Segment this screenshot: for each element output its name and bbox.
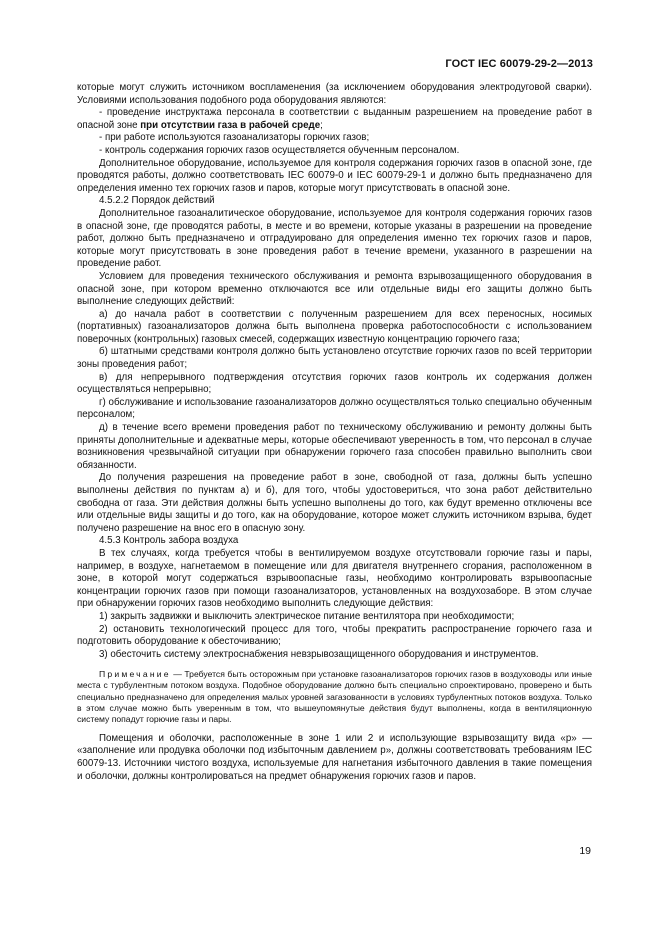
list-item: г) обслуживание и использование газоанализаторов должно осуществляться только специально обученным персоналом;: [77, 396, 592, 421]
page-number: 19: [579, 845, 591, 857]
list-item: б) штатными средствами контроля должно быть установлено отсутствие горючих газов по всей территории зоны проведения работ;: [77, 346, 592, 371]
list-item-text: - проведение инструктажа персонала в соответствии с выданным разрешением на проведение работ в опасной зоне: [77, 107, 592, 131]
list-item: - при работе используются газоанализаторы горючих газов;: [99, 132, 370, 144]
section-heading: 4.5.3 Контроль забора воздуха: [99, 535, 239, 547]
paragraph: До получения разрешения на проведение работ в зоне, свободной от газа, должны быть успешно выполнены действия по пунктам а) и б), для того, чтобы удостовериться, что зона работ действительно свободна от газа. Эти действия должны быть успешно выполнены до того, как будут временно отключены все или отдельные виды защиты и до того, как на оборудование, которое может служить источником взрыва, будет получено разрешение на внос его в опасную зону.: [77, 472, 592, 534]
list-item: д) в течение всего времени проведения работ по техническому обслуживанию и ремонту должны быть приняты дополнительные и адекватные меры, которые обеспечивают уверенность в том, что персонал в случае возникновения чрезвычайной ситуации при обнаружении горючего газа способен правильно выполнить свои обязанности.: [77, 422, 592, 471]
note-label: Примечание: [99, 669, 171, 680]
section-heading: 4.5.2.2 Порядок действий: [99, 195, 215, 207]
list-item: 3) обесточить систему электроснабжения невзрывозащищенного оборудования и инструментов.: [99, 648, 539, 660]
paragraph: Условием для проведения технического обслуживания и ремонта взрывозащищенного оборудования в опасной зоне, при котором временно отключаются все или отдельные виды его защиты должно быть выполнение следующих действий:: [77, 270, 592, 308]
paragraph: В тех случаях, когда требуется чтобы в вентилируемом воздухе отсутствовали горючие газы и пары, например, в воздухе, нагнетаемом в помещение или для двигателя внутреннего сгорания, расположенном в зоне, в которой могут содержаться взрывоопасные газы, необходимо контролировать взрывоопасные концентрации горючих газов при помощи газоанализаторов, установленных на воздухозаборе. В этом случае при обнаружении горючих газов необходимо выполнить следующие действия:: [77, 547, 592, 610]
paragraph: Помещения и оболочки, расположенные в зоне 1 или 2 и использующие взрывозащиту вида «р» — «заполнение или продувка оболочки под избыточным давлением р», должны соответствовать требованиям IEC 60079-13. Источники чистого воздуха, используемые для нагнетания избыточного давления в такие помещения и оболочки, должны контролироваться на предмет обнаружения горючих газов и паров.: [77, 732, 592, 782]
list-item: в) для непрерывного подтверждения отсутствия горючих газов контроль их содержания должен осуществляться непрерывно;: [77, 371, 592, 396]
list-item: - контроль содержания горючих газов осуществляется обученным персоналом.: [99, 144, 460, 156]
note-block: [77, 669, 592, 724]
list-item: 1) закрыть задвижки и выключить электрическое питание вентилятора при необходимости;: [99, 610, 515, 622]
document-code-header: ГОСТ IEC 60079-29-2—2013: [445, 58, 593, 70]
list-item: 2) остановить технологический процесс для того, чтобы прекратить распространение горючего газа и подготовить оборудование к обесточиванию;: [77, 623, 592, 648]
paragraph: Дополнительное оборудование, используемое для контроля содержания горючих газов в опасной зоне, где проводятся работы, должно соответствовать IEC 60079-0 и IEC 60079-29-1 и должно быть предназначено для определения именно тех горючих газов и паров, которые могут присутствовать в опасной зоне.: [77, 157, 592, 194]
bold-phrase: при отсутствии газа в рабочей среде: [140, 119, 321, 131]
paragraph: которые могут служить источником воспламенения (за исключением оборудования электродуговой сварки). Условиями использования подобного рода оборудования являются:: [77, 82, 592, 106]
list-item: [77, 107, 592, 132]
list-item: а) до начала работ в соответствии с полученным разрешением для всех переносных, носимых (портативных) газоанализаторов должна быть выполнена проверка работоспособности с использованием поверочных (контрольных) газовых смесей, содержащих известную концентрацию горючего газа;: [77, 308, 592, 345]
paragraph: Дополнительное газоаналитическое оборудование, используемое для контроля содержания горючих газов в опасной зоне, где проводятся работы, в месте и во времени, которые указаны в разрешении на проведение работ, должно быть предназначено и отградуировано для определения именно тех горючих газов и паров, которые могут присутствовать в зоне проведения работ в течение времени, указанного в разрешении на проведение работ.: [77, 207, 592, 270]
note-text: — Требуется быть осторожным при установке газоанализаторов горючих газов в воздуховоды или иные места с турбулентным потоком воздуха. Подобное оборудование должно быть специально спроектировано, проверено и быть специально предназначено для определения малых уровней загазованности в условиях турбулентных потоков воздуха. Только в этом случае можно быть уверенным в том, что вышеупомянутые действия будут выполнены, когда в вентиляционную систему попадут горючие газы и пары.: [77, 669, 592, 724]
list-item-end: ;: [320, 119, 323, 131]
document-body: [77, 82, 592, 783]
